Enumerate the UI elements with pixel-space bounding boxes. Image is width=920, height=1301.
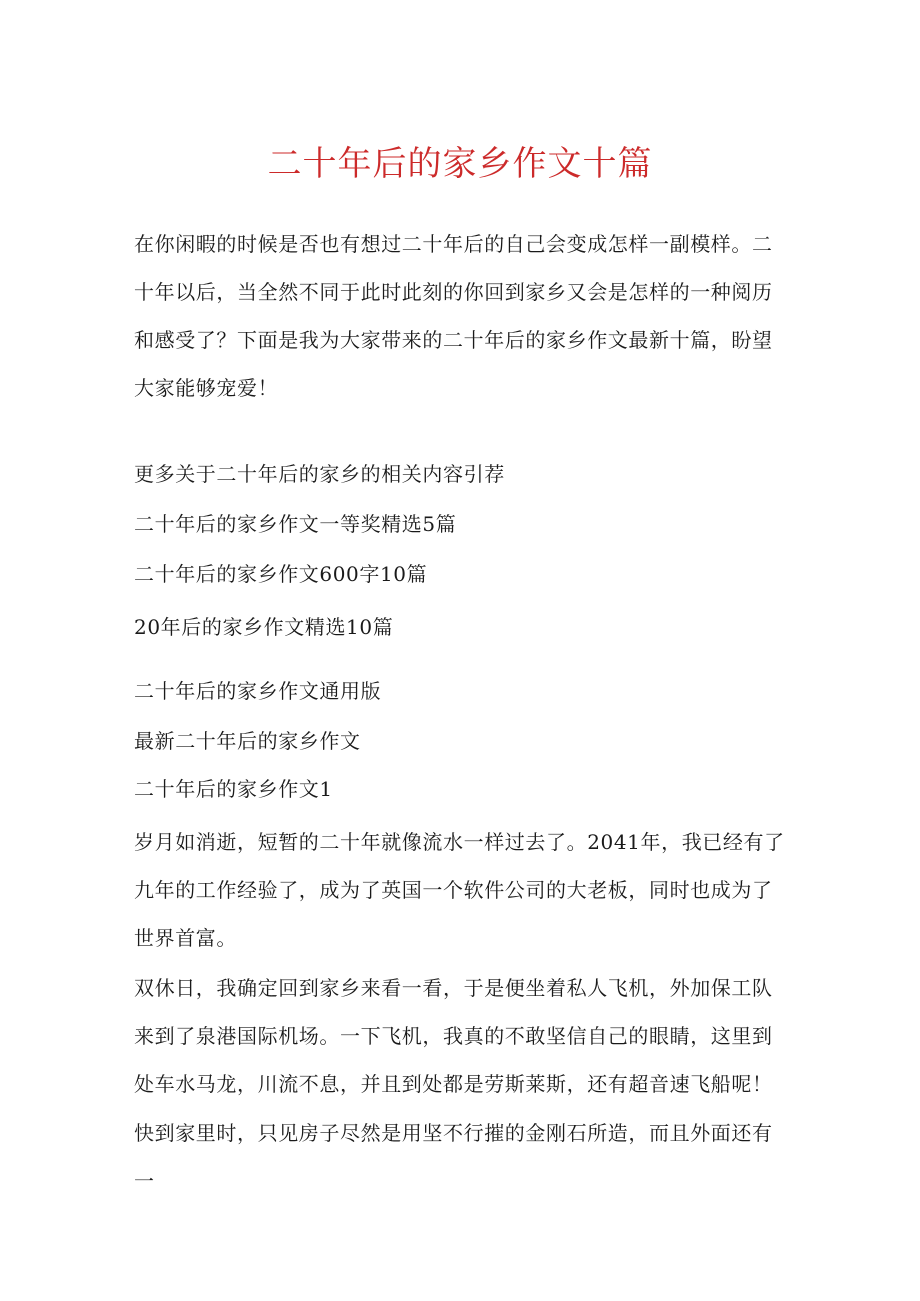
essay-paragraph-3: 快到家里时，只见房子尽然是用坚不行摧的金刚石所造，而且外面还有一: [134, 1121, 773, 1193]
intro-paragraph: 在你闲暇的时候是否也有想过二十年后的自己会变成怎样一副模样。二十年以后，当全然不同于此时此刻的你回到家乡又会是怎样的一种阅历和感受了？下面是我为大家带来的二十年后的家乡作文最新十篇，盼望大家能够宠爱！: [134, 232, 773, 400]
related-link-1[interactable]: 二十年后的家乡作文一等奖精选5篇: [134, 512, 457, 536]
section-line-2: 最新二十年后的家乡作文: [134, 729, 361, 753]
related-heading: 更多关于二十年后的家乡的相关内容引荐: [134, 462, 505, 486]
essay-paragraph-1: 岁月如消逝，短暂的二十年就像流水一样过去了。2041年，我已经有了九年的工作经验了，成为了英国一个软件公司的大老板，同时也成为了世界首富。: [134, 830, 785, 950]
document-title: 二十年后的家乡作文十篇: [267, 144, 653, 184]
related-link-3[interactable]: 20年后的家乡作文精选10篇: [134, 615, 394, 639]
essay-heading: 二十年后的家乡作文1: [134, 777, 333, 801]
essay-paragraph-2: 双休日，我确定回到家乡来看一看，于是便坐着私人飞机，外加保工队来到了泉港国际机场。一下飞机，我真的不敢坚信自己的眼睛，这里到处车水马龙，川流不息，并且到处都是劳斯莱斯，还有超音速飞船呢！: [134, 976, 773, 1096]
related-link-2[interactable]: 二十年后的家乡作文600字10篇: [134, 562, 428, 586]
section-line-1: 二十年后的家乡作文通用版: [134, 679, 382, 703]
